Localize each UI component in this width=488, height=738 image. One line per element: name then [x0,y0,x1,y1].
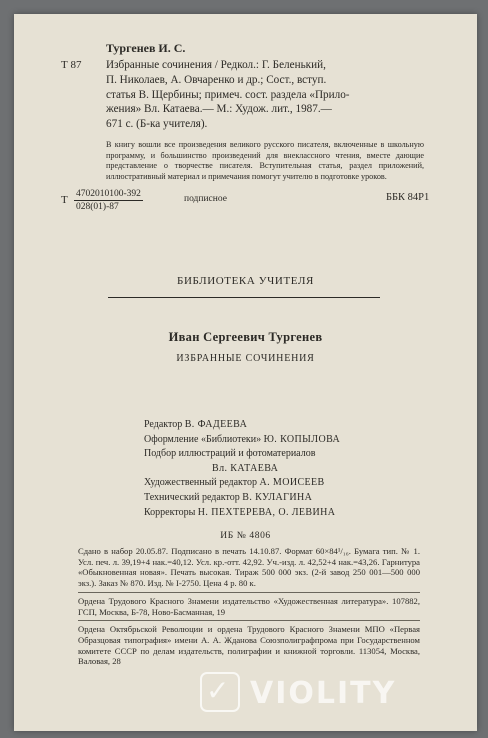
catalog-fraction [74,189,143,213]
credit-line [144,491,340,506]
title-divider [108,297,380,298]
bibliographic-description [106,58,424,132]
credit-name: В. КУЛАГИНА [242,491,313,503]
biblio-line: П. Николаев, А. Овчаренко и др.; Сост., вступ. [106,73,327,86]
credit-role: Редактор [144,419,183,430]
imprint-block [78,546,420,667]
credit-name: Вл. КАТАЕВА [212,462,279,474]
imprint-divider [78,592,420,593]
biblio-line: жения» Вл. Катаева.— М.: Худож. лит., 1987.— [106,103,332,116]
credit-name: Н. ПЕХТЕРЕВА, О. ЛЕВИНА [197,506,336,518]
catalog-author: Тургенев И. С. [106,41,186,55]
credit-line [144,418,340,433]
credit-role: Подбор иллюстраций и фотоматериалов [144,448,316,460]
ib-number: ИБ № 4806 [220,531,271,541]
credit-role: Художественный редактор [144,477,257,489]
imprint-printer: Ордена Октябрьской Революции и ордена Трудового Красного Знамени МПО «Первая Образцовая типография» имени А. А. Жданова Союзполиграфпрома при Государственном комитете СССР по делам издательств, полиграфии и книжной торговли. 113054, Москва, Валовая, 28 [78,624,420,667]
credit-role: Оформление «Библиотеки» [144,433,262,445]
credit-role: Технический редактор [144,491,240,503]
book-page [14,14,477,731]
credits-list [144,418,340,520]
author-full-name: Иван Сергеевич Тургенев [168,330,323,344]
imprint-printing: Сдано в набор 20.05.87. Подписано в печать 14.10.87. Формат 60×84¹/₁₆. Бумага тип. № 1. Усл. печ. л. 39,19+4 нак.=40,12. Усл. кр.-отт. 42,92. Уч.-изд. л. 42,52+4 нак.=43,26. Гарнитура «Обыкновенная новая». Печать высокая. Тираж 500 000 экз. (2-й завод 250 001—500 000 экз.). Заказ № 870. Изд. № I-2750. Цена 4 р. 80 к. [78,546,420,589]
fraction-note: подписное [184,194,227,204]
violity-logo-icon: ✓ [200,672,240,712]
violity-watermark [200,672,400,718]
credit-name: В. ФАДЕЕВА [184,419,248,430]
fraction-numerator: 4702010100-392 [76,189,141,199]
credit-line [144,476,340,491]
book-annotation: В книгу вошли все произведения великого русского писателя, включенные в школьную программу, и большинство произведений для внеклассного чтения, вместе дающие представление о творчестве писателя. Вступительная статья, раздел приложений, иллюстративный материал и примечания помогут учителю в подготовке уроков. [106,140,424,181]
biblio-line: Избранные сочинения / Редкол.: Г. Беленький, [106,59,326,71]
fraction-denominator: 028(01)-87 [74,200,143,213]
credit-line [144,433,340,448]
imprint-divider [78,620,420,621]
credit-name: А. МОИСЕЕВ [259,477,325,489]
biblio-line: 671 с. (Б-ка учителя). [106,118,208,131]
imprint-spacer [78,589,420,596]
imprint-spacer [78,617,420,624]
bbk-code: ББК 84Р1 [386,192,430,203]
biblio-line: статья В. Щербины; примеч. сост. раздела «Прило- [106,88,350,101]
imprint-publisher: Ордена Трудового Красного Знамени издательство «Художественная литература». 107882, ГСП, Москва, Б-78, Ново-Басманная, 19 [78,595,420,617]
credit-role: Корректоры [144,506,196,518]
series-title: БИБЛИОТЕКА УЧИТЕЛЯ [177,275,314,287]
credit-name: Ю. КОПЫЛОВА [263,433,341,445]
credit-line [144,506,340,521]
credit-line [144,447,340,462]
catalog-code: Т 87 [61,59,82,71]
work-title: ИЗБРАННЫЕ СОЧИНЕНИЯ [176,353,315,364]
watermark-text: VIOLITY [250,676,397,711]
credit-line [144,462,340,477]
catalog-t-letter: Т [61,194,68,206]
